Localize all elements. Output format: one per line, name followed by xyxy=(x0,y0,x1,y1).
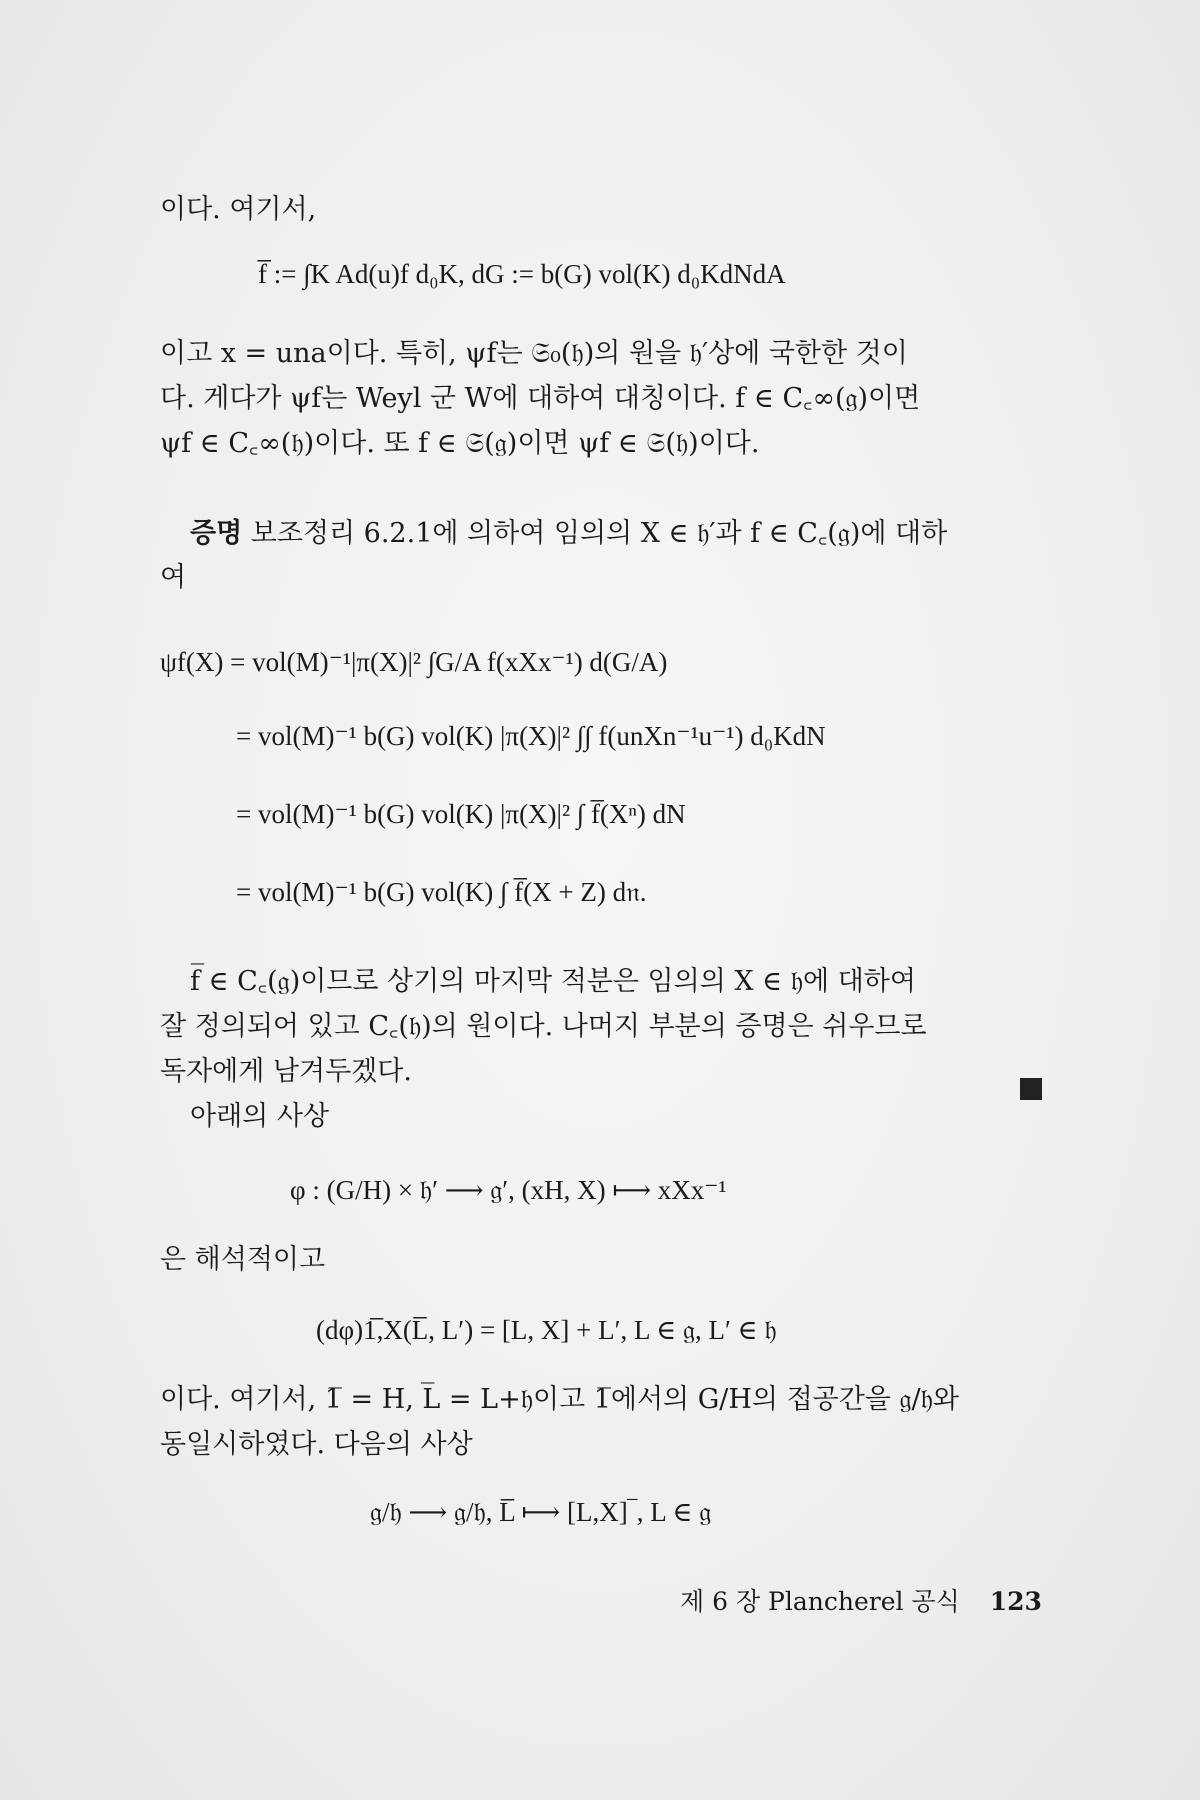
text-line: 이다. 여기서, xyxy=(160,194,317,225)
equation-phi-map: φ : (G/H) × 𝔥′ ⟶ 𝔤′, (xH, X) ⟼ xXx⁻¹ xyxy=(290,1175,727,1205)
text-span: 아래의 사상 xyxy=(190,1101,329,1132)
equation-differential: (dφ)1̅,X(L̅, L′) = [L, X] + L′, L ∈ 𝔤, L′ ∈ 𝔥 xyxy=(316,1315,777,1345)
equation-psi-line-2: = vol(M)⁻¹ b(G) vol(K) |π(X)|² ∫∫ f(unXn⁻¹u⁻¹) d₀KdN xyxy=(236,721,826,751)
equation-psi-line-1: ψf(X) = vol(M)⁻¹|π(X)|² ∫G/A f(xXx⁻¹) d(G/A) xyxy=(160,647,668,677)
text-line: 다. 게다가 ψf는 Weyl 군 W에 대하여 대칭이다. f ∈ C꜀∞(𝔤)이면 xyxy=(160,383,921,414)
text-span: f̅ ∈ C꜀(𝔤)이므로 상기의 마지막 적분은 임의의 X ∈ 𝔥에 대하여 xyxy=(190,966,916,997)
text-line xyxy=(160,1095,1040,1139)
text-line: 여 xyxy=(160,562,187,593)
equation-fbar-definition: f̅ := ∫K Ad(u)f d₀K, dG := b(G) vol(K) d₀KdNdA xyxy=(258,259,786,289)
text-line: 잘 정의되어 있고 C꜀(𝔥)의 원이다. 나머지 부분의 증명은 쉬우므로 xyxy=(160,1011,927,1042)
text-line: 동일시하였다. 다음의 사상 xyxy=(160,1429,473,1460)
page-number: 123 xyxy=(989,1587,1042,1616)
text-line: 은 해석적이고 xyxy=(160,1244,326,1275)
equation-psi-line-3: = vol(M)⁻¹ b(G) vol(K) |π(X)|² ∫ f̅(Xⁿ) dN xyxy=(236,799,686,829)
text-span: 보조정리 6.2.1에 의하여 임의의 X ∈ 𝔥′과 f ∈ C꜀(𝔤)에 대하 xyxy=(250,518,948,549)
proof-heading: 증명 xyxy=(190,518,243,549)
text-line: 독자에게 남겨두겠다. xyxy=(160,1056,412,1087)
equation-psi-line-4: = vol(M)⁻¹ b(G) vol(K) ∫ f̅(X + Z) d𝔫. xyxy=(236,877,647,907)
text-line: 이다. 여기서, 1̅ = H, L̅ = L+𝔥이고 1̅에서의 G/H의 접공간을 𝔤/𝔥와 xyxy=(160,1384,959,1415)
text-line: 이고 x = una이다. 특히, ψf는 𝔖₀(𝔥)의 원을 𝔥′상에 국한한 것이 xyxy=(160,338,908,369)
text-line xyxy=(160,960,1040,1004)
equation-quotient-map: 𝔤/𝔥 ⟶ 𝔤/𝔥, L̅ ⟼ [L,X]‾, L ∈ 𝔤 xyxy=(370,1497,712,1527)
page-footer xyxy=(680,1582,1042,1618)
chapter-title: 제 6 장 Plancherel 공식 xyxy=(680,1587,960,1616)
proof-paragraph-start xyxy=(160,512,1040,556)
text-line: ψf ∈ C꜀∞(𝔥)이다. 또 f ∈ 𝔖(𝔤)이면 ψf ∈ 𝔖(𝔥)이다. xyxy=(160,428,760,459)
